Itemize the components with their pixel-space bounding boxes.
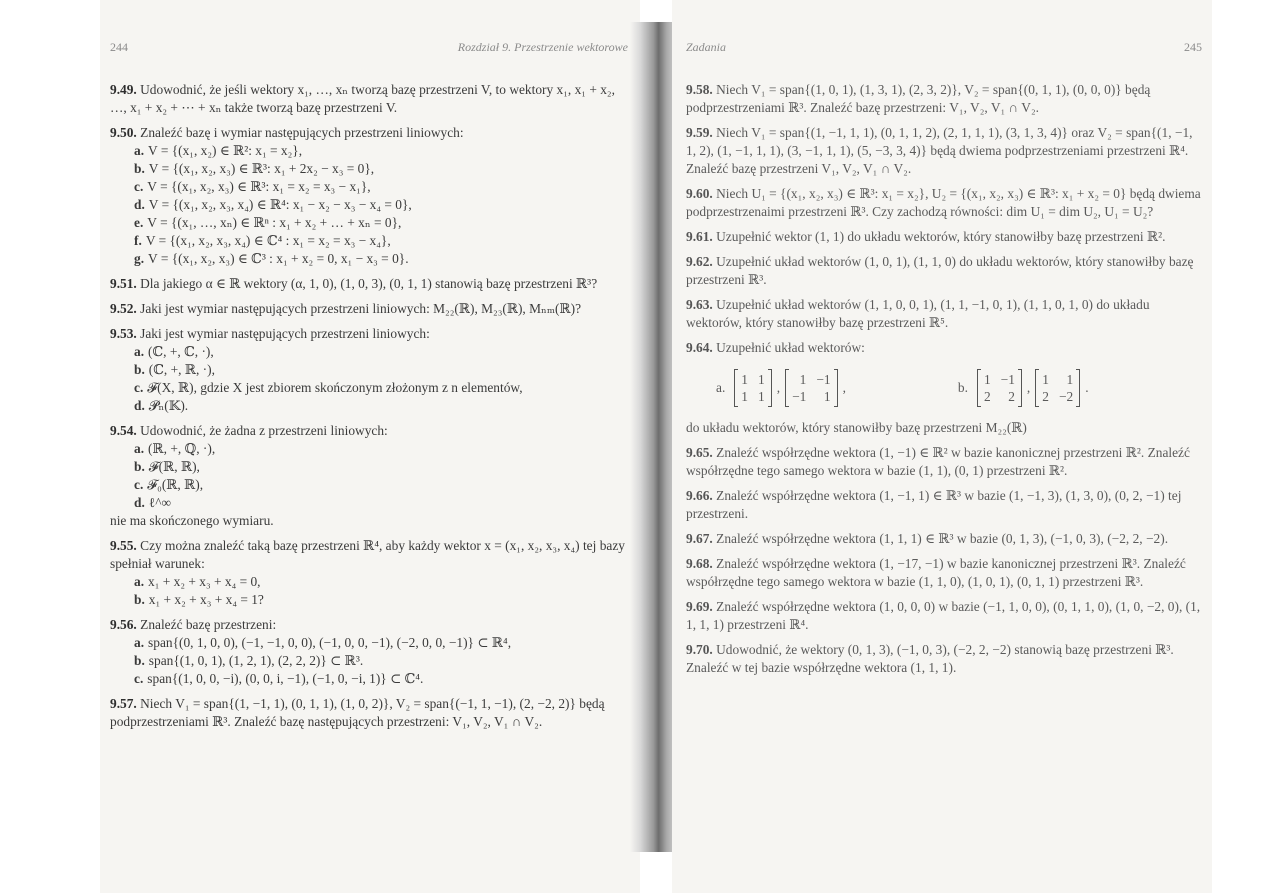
problem-text: Czy można znaleźć taką bazę przestrzeni ℝ⁴, aby każdy wektor x = (x₁, x₂, x₃, x₄) tej bazy spełniał warunek:: [110, 538, 625, 571]
problem-number: 9.50.: [110, 125, 137, 140]
problem-number: 9.69.: [686, 599, 713, 614]
left-running-head: Rozdział 9. Przestrzenie wektorowe: [457, 40, 628, 54]
matrix-entry: 2: [983, 389, 991, 404]
problem-text: Niech V₁ = span{(1, 0, 1), (1, 3, 1), (2, 3, 2)}, V₂ = span{(0, 1, 1), (0, 0, 0)} będą podprzestrzeniami ℝ³. Znaleźć bazę przestrzeni: V₁, V₂, V₁ ∩ V₂.: [686, 82, 1151, 115]
problem-number: 9.62.: [686, 254, 713, 269]
problem-9-62: [686, 253, 1202, 289]
subitem-text: V = {(x₁, x₂, x₃) ∈ ℝ³: x₁ = x₂ = x₃ − x₁},: [147, 179, 371, 194]
left-page-header: [110, 40, 628, 55]
subitem-text: V = {(x₁, x₂, x₃) ∈ ℂ³ : x₁ + x₂ = 0, x₁ − x₃ = 0}.: [148, 251, 409, 266]
matrix-entry: −1: [792, 389, 807, 404]
problem-9-59: [686, 124, 1202, 178]
subitem-text: 𝓕(X, ℝ), gdzie X jest zbiorem skończonym złożonym z n elementów,: [147, 380, 523, 395]
matrix-entry: 1: [741, 389, 748, 404]
problem-number: 9.61.: [686, 229, 713, 244]
problem-text: Dla jakiego α ∈ ℝ wektory (α, 1, 0), (1, 0, 3), (0, 1, 1) stanowią bazę przestrzeni ℝ³?: [140, 276, 598, 291]
problem-tail: nie ma skończonego wymiaru.: [110, 513, 274, 528]
problem-9-60: [686, 185, 1202, 221]
subitem: [110, 458, 628, 476]
matrix-entry: 2: [1042, 389, 1049, 404]
problem-text: Uzupełnić układ wektorów:: [716, 340, 865, 355]
matrix-entry: 1: [758, 372, 765, 387]
subitem: [110, 591, 628, 609]
subitem: [110, 573, 628, 591]
subitem: [110, 232, 628, 250]
problem-number: 9.66.: [686, 488, 713, 503]
problem-text: Uzupełnić układ wektorów (1, 0, 1), (1, 1, 0) do układu wektorów, który stanowiłby bazę przestrzeni ℝ³.: [686, 254, 1194, 287]
subitem: [110, 379, 628, 397]
problem-text: Znaleźć współrzędne wektora (1, −17, −1) w bazie kanonicznej przestrzeni ℝ³. Znaleźć współrzędne tego samego wektora w bazie (1, 1, 0), (1, 0, 1), (0, 1, 1) przestrzeni ℝ³.: [686, 556, 1186, 589]
problem-text: Udowodnić, że wektory (0, 1, 3), (−1, 0, 3), (−2, 2, −2) stanowią bazę przestrzeni ℝ³. Znaleźć w tej bazie współrzędne wektora (1, 1, 1).: [686, 642, 1174, 675]
subitem-label: b.: [134, 161, 145, 176]
matrix-entry: 1: [758, 389, 765, 404]
subitem-text: (ℂ, +, ℂ, ·),: [148, 344, 214, 359]
matrix-separator: ,: [776, 380, 781, 395]
problem-text: Znaleźć współrzędne wektora (1, 1, 1) ∈ ℝ³ w bazie (0, 1, 3), (−1, 0, 3), (−2, 2, −2).: [716, 531, 1169, 546]
problem-text: Znaleźć współrzędne wektora (1, −1) ∈ ℝ² w bazie kanonicznej przestrzeni ℝ². Znaleźć współrzędne tego samego wektora w bazie (1, 1), (0, 1) przestrzeni ℝ².: [686, 445, 1190, 478]
subitem-text: V = {(x₁, x₂, x₃, x₄) ∈ ℝ⁴: x₁ − x₂ − x₃ − x₄ = 0},: [148, 197, 412, 212]
subitem-label: c.: [134, 380, 144, 395]
problem-number: 9.68.: [686, 556, 713, 571]
problem-number: 9.57.: [110, 696, 137, 711]
subitem: [110, 178, 628, 196]
problem-9-55: [110, 537, 628, 609]
problem-9-53: [110, 325, 628, 415]
problem-number: 9.58.: [686, 82, 713, 97]
matrices-tail: do układu wektorów, który stanowiłby bazę przestrzeni M₂₂(ℝ): [686, 420, 1027, 435]
problem-text: Jaki jest wymiar następujących przestrzeni liniowych:: [140, 326, 430, 341]
matrix: [734, 369, 771, 407]
problem-9-63: [686, 296, 1202, 332]
problem-text: Niech V₁ = span{(1, −1, 1), (0, 1, 1), (1, 0, 2)}, V₂ = span{(−1, 1, −1), (2, −2, 2)} będą podprzestrzeniami ℝ³. Znaleźć bazę następujących przestrzeni: V₁, V₂, V₁ ∩ V₂.: [110, 696, 605, 729]
problem-number: 9.55.: [110, 538, 137, 553]
problem-9-51: [110, 275, 628, 293]
subitem-text: 𝓟ₙ(𝕂).: [148, 398, 189, 413]
subitem: [110, 652, 628, 670]
problem-text: Uzupełnić wektor (1, 1) do układu wektorów, który stanowiłby bazę przestrzeni ℝ².: [716, 229, 1166, 244]
matrix-entry: 1: [741, 372, 748, 387]
subitem: [110, 214, 628, 232]
subitem-text: V = {(x₁, x₂, x₃, x₄) ∈ ℂ⁴ : x₁ = x₂ = x₃ − x₄},: [145, 233, 391, 248]
subitem-label: b.: [134, 592, 145, 607]
problem-9-69: [686, 598, 1202, 634]
subitem-label: a.: [134, 635, 145, 650]
matrix-set-label: b.: [957, 380, 968, 395]
subitem: [110, 634, 628, 652]
subitem-text: x₁ + x₂ + x₃ + x₄ = 1?: [148, 592, 264, 607]
subitem-text: x₁ + x₂ + x₃ + x₄ = 0,: [148, 574, 261, 589]
problem-9-54: [110, 422, 628, 530]
matrix-end-punct: ,: [842, 380, 846, 395]
subitem-text: span{(1, 0, 0, −i), (0, 0, i, −1), (−1, 0, −i, 1)} ⊂ ℂ⁴.: [147, 671, 424, 686]
problem-text: Znaleźć współrzędne wektora (1, 0, 0, 0) w bazie (−1, 1, 0, 0), (0, 1, 1, 0), (1, 0, −2, 0), (1, 1, 1, 1) przestrzeni ℝ⁴.: [686, 599, 1201, 632]
subitem-label: c.: [134, 477, 144, 492]
problem-text: Jaki jest wymiar następujących przestrzeni liniowych: M₂₂(ℝ), M₂₃(ℝ), Mₙₘ(ℝ)?: [140, 301, 582, 316]
matrix-entry: −1: [816, 372, 831, 387]
subitem-text: 𝓕₀(ℝ, ℝ),: [147, 477, 204, 492]
subitem-text: (ℂ, +, ℝ, ·),: [148, 362, 215, 377]
right-page-number: 245: [1184, 40, 1202, 54]
problem-9-52: [110, 300, 628, 318]
subitem-label: b.: [134, 459, 145, 474]
matrix-set-label: a.: [716, 380, 726, 395]
subitem-text: span{(1, 0, 1), (1, 2, 1), (2, 2, 2)} ⊂ ℝ³.: [148, 653, 364, 668]
problem-number: 9.64.: [686, 340, 713, 355]
problem-9-68: [686, 555, 1202, 591]
subitem-label: a.: [134, 143, 145, 158]
matrix: [977, 369, 1022, 407]
subitem-label: d.: [134, 398, 145, 413]
subitem: [110, 670, 628, 688]
subitem-text: V = {(x₁, …, xₙ) ∈ ℝⁿ : x₁ + x₂ + … + xₙ = 0},: [147, 215, 402, 230]
subitem-text: (ℝ, +, ℚ, ·),: [148, 441, 216, 456]
matrix-entry: 1: [983, 372, 991, 387]
matrix-set-b: [958, 369, 1091, 407]
matrix: [1035, 369, 1080, 407]
subitem-label: b.: [134, 653, 145, 668]
problem-number: 9.49.: [110, 82, 137, 97]
subitem-label: g.: [134, 251, 145, 266]
problem-9-58: [686, 81, 1202, 117]
subitem-label: d.: [134, 197, 145, 212]
subitem: [110, 476, 628, 494]
problem-9-57: [110, 695, 628, 731]
problem-number: 9.70.: [686, 642, 713, 657]
problem-9-61: [686, 228, 1202, 246]
problem-number: 9.53.: [110, 326, 137, 341]
left-page: [100, 0, 640, 893]
subitem-label: b.: [134, 362, 145, 377]
subitem: [110, 440, 628, 458]
matrix-sets: [716, 369, 1202, 407]
subitem-label: a.: [134, 441, 145, 456]
matrix-end-punct: .: [1085, 380, 1089, 395]
problem-text: Udowodnić, że żadna z przestrzeni liniowych:: [140, 423, 388, 438]
subitem: [110, 494, 628, 512]
right-running-head: Zadania: [686, 40, 727, 54]
subitem: [110, 397, 628, 415]
problem-text: Udowodnić, że jeśli wektory x₁, …, xₙ tworzą bazę przestrzeni V, to wektory x₁, x₁ + x₂, …, x₁ + x₂ + ⋯ + xₙ także tworzą bazę przestrzeni V.: [110, 82, 615, 115]
problem-9-64: [686, 339, 1202, 357]
matrix-entry: 1: [799, 372, 807, 387]
problem-9-50: [110, 124, 628, 268]
subitem-label: a.: [134, 574, 145, 589]
problem-number: 9.63.: [686, 297, 713, 312]
problem-number: 9.65.: [686, 445, 713, 460]
subitem-label: a.: [134, 344, 145, 359]
problem-9-56: [110, 616, 628, 688]
matrix-set-a: [716, 369, 848, 407]
subitem-label: c.: [134, 179, 144, 194]
subitem: [110, 361, 628, 379]
problem-number: 9.59.: [686, 125, 713, 140]
subitem: [110, 250, 628, 268]
problem-text: Uzupełnić układ wektorów (1, 1, 0, 0, 1), (1, 1, −1, 0, 1), (1, 1, 0, 1, 0) do układu wektorów, który stanowiłby bazę przestrzeni ℝ⁵.: [686, 297, 1150, 330]
problem-text: Znaleźć współrzędne wektora (1, −1, 1) ∈ ℝ³ w bazie (1, −1, 3), (1, 3, 0), (0, 2, −1) tej przestrzeni.: [686, 488, 1182, 521]
problem-number: 9.51.: [110, 276, 137, 291]
problem-9-66: [686, 487, 1202, 523]
matrix-entry: −2: [1058, 389, 1074, 404]
matrix-entry: 1: [823, 389, 831, 404]
subitem: [110, 142, 628, 160]
problem-number: 9.54.: [110, 423, 137, 438]
subitem: [110, 160, 628, 178]
problem-number: 9.60.: [686, 186, 713, 201]
matrix-entry: −1: [1000, 372, 1015, 387]
matrix: [785, 369, 838, 407]
subitem-text: V = {(x₁, x₂) ∈ ℝ²: x₁ = x₂},: [148, 143, 303, 158]
left-page-number: 244: [110, 40, 128, 54]
subitem-text: 𝓕(ℝ, ℝ),: [148, 459, 200, 474]
right-page: [672, 0, 1212, 893]
subitem: [110, 196, 628, 214]
problem-9-65: [686, 444, 1202, 480]
problem-text: Niech V₁ = span{(1, −1, 1, 1), (0, 1, 1, 2), (2, 1, 1, 1), (3, 1, 3, 4)} oraz V₂ = span{(1, −1, 1, 2), (1, −1, 1, 1), (3, −1, 1, 1), (5, −3, 3, 4)} będą dwiema podprzestrzeniami przestrzeni ℝ⁴. Znaleźć bazę przestrzeni V₁, V₂, V₁ ∩ V₂.: [686, 125, 1193, 176]
problem-text: Znaleźć bazę przestrzeni:: [140, 617, 277, 632]
subitem-text: span{(0, 1, 0, 0), (−1, −1, 0, 0), (−1, 0, 0, −1), (−2, 0, 0, −1)} ⊂ ℝ⁴,: [148, 635, 512, 650]
subitem-text: V = {(x₁, x₂, x₃) ∈ ℝ³: x₁ + 2x₂ − x₃ = 0},: [148, 161, 375, 176]
problem-9-70: [686, 641, 1202, 677]
problem-number: 9.56.: [110, 617, 137, 632]
problem-number: 9.52.: [110, 301, 137, 316]
problem-9-67: [686, 530, 1202, 548]
subitem-label: f.: [134, 233, 142, 248]
subitem-text: ℓ^∞: [148, 495, 172, 510]
subitem-label: e.: [134, 215, 144, 230]
subitem-label: d.: [134, 495, 145, 510]
subitem-label: c.: [134, 671, 144, 686]
matrix-entry: 1: [1042, 372, 1049, 387]
problem-9-49: [110, 81, 628, 117]
problem-text: Niech U₁ = {(x₁, x₂, x₃) ∈ ℝ³: x₁ = x₂}, U₂ = {(x₁, x₂, x₃) ∈ ℝ³: x₁ + x₂ = 0} będą dwiema podprzestrzenaimi przestrzeni ℝ³. Czy zachodzą równości: dim U₁ = dim U₂, U₁ = U₂?: [686, 186, 1201, 219]
subitem: [110, 343, 628, 361]
matrix-separator: ,: [1026, 380, 1031, 395]
problem-number: 9.67.: [686, 531, 713, 546]
problem-text: Znaleźć bazę i wymiar następujących przestrzeni liniowych:: [140, 125, 464, 140]
right-page-header: [686, 40, 1202, 55]
matrix-entry: 1: [1066, 372, 1074, 387]
matrix-entry: 2: [1008, 389, 1015, 404]
